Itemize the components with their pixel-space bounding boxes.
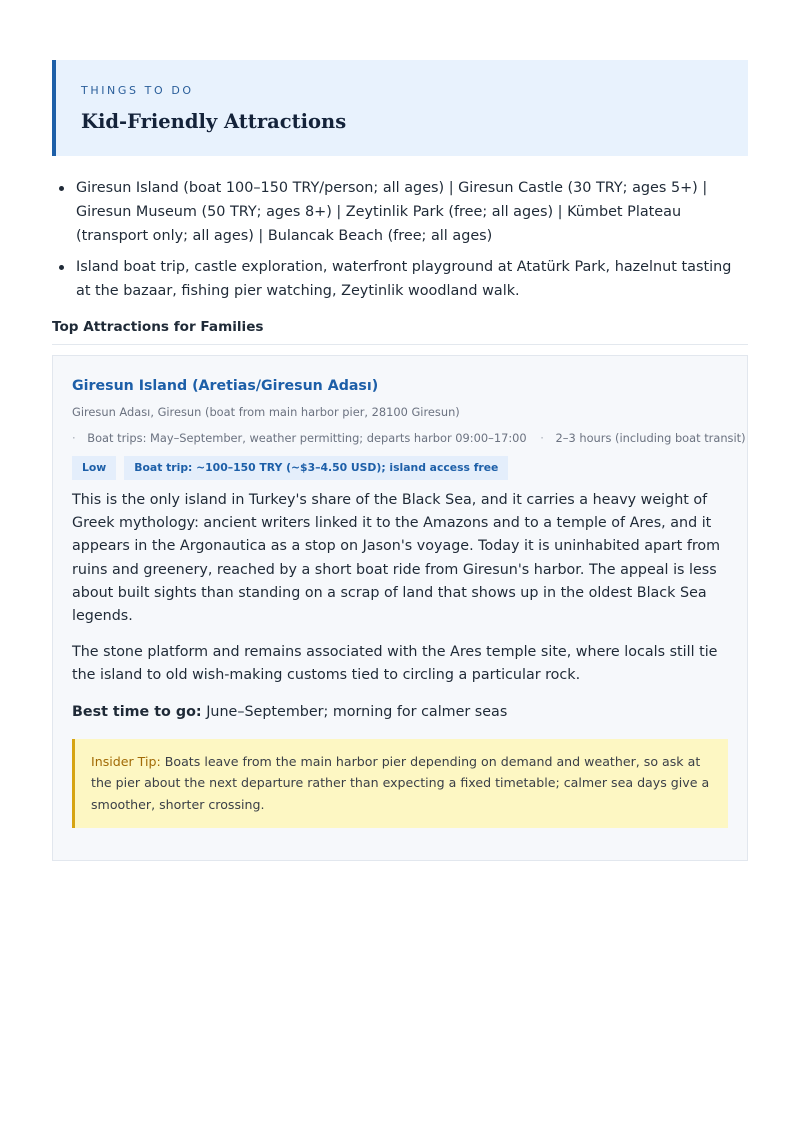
eyebrow-label: THINGS TO DO (81, 84, 194, 97)
section-heading: Top Attractions for Families (52, 318, 748, 345)
attraction-address: Giresun Adası, Giresun (boat from main harbor pier, 28100 Giresun) (72, 405, 460, 419)
list-item (52, 176, 748, 248)
best-time (72, 701, 728, 723)
insider-tip-text: Boats leave from the main harbor pier depending on demand and weather, so ask at the pier about the next departure rather than expecting a fixed timetable; calmer sea days give a smoother, shorter crossing. (91, 753, 710, 812)
description-paragraph: This is the only island in Turkey's share of the Black Sea, and it carries a heavy weight of Greek mythology: ancient writers linked it to the Amazons and to a temple of Ares, and it appears in the Argonautica as a stop on Jason's voyage. Today it is uninhabited apart from ruins and greenery, reached by a short boat ride from Giresun's harbor. The appeal is less about built sights than standing on a scrap of land that shows up in the oldest Black Sea legends. (72, 492, 721, 625)
separator-dot: · (72, 431, 76, 445)
tag-row (72, 456, 728, 480)
page-title: Kid-Friendly Attractions (81, 110, 347, 133)
section-header (52, 60, 748, 156)
attraction-card (52, 355, 748, 861)
separator-dot: · (540, 431, 544, 445)
attraction-duration: 2–3 hours (including boat transit) (555, 431, 746, 445)
bullet-icon (59, 186, 64, 191)
list-item-text: Giresun Island (boat 100–150 TRY/person; all ages) | Giresun Castle (30 TRY; ages 5+) | Giresun Museum (50 TRY; ages 8+) | Zeytinlik Park (free; all ages) | Kümbet Plateau (transport only; all ages) | Bulancak Beach (free; all ages) (76, 180, 708, 244)
attraction-hours: Boat trips: May–September, weather permitting; departs harbor 09:00–17:00 (87, 431, 527, 445)
effort-level-badge: Low (72, 456, 116, 480)
attraction-title: Giresun Island (Aretias/Giresun Adası) (72, 378, 379, 394)
list-item (52, 255, 748, 303)
attraction-meta (72, 430, 746, 446)
page (52, 60, 748, 861)
price-badge: Boat trip: ~100–150 TRY (~$3–4.50 USD); island access free (124, 456, 508, 480)
list-item-text: Island boat trip, castle exploration, waterfront playground at Atatürk Park, hazelnut tasting at the bazaar, fishing pier watching, Zeytinlik woodland walk. (76, 259, 732, 299)
best-time-value: June–September; morning for calmer seas (206, 703, 508, 720)
best-time-label: Best time to go: (72, 703, 202, 720)
insider-tip-callout (72, 739, 728, 829)
insider-tip-label: Insider Tip: (91, 753, 161, 769)
summary-list (52, 176, 748, 303)
bullet-icon (59, 265, 64, 270)
description-paragraph: The stone platform and remains associated with the Ares temple site, where locals still tie the island to old wish-making customs tied to circling a particular rock. (72, 644, 718, 684)
